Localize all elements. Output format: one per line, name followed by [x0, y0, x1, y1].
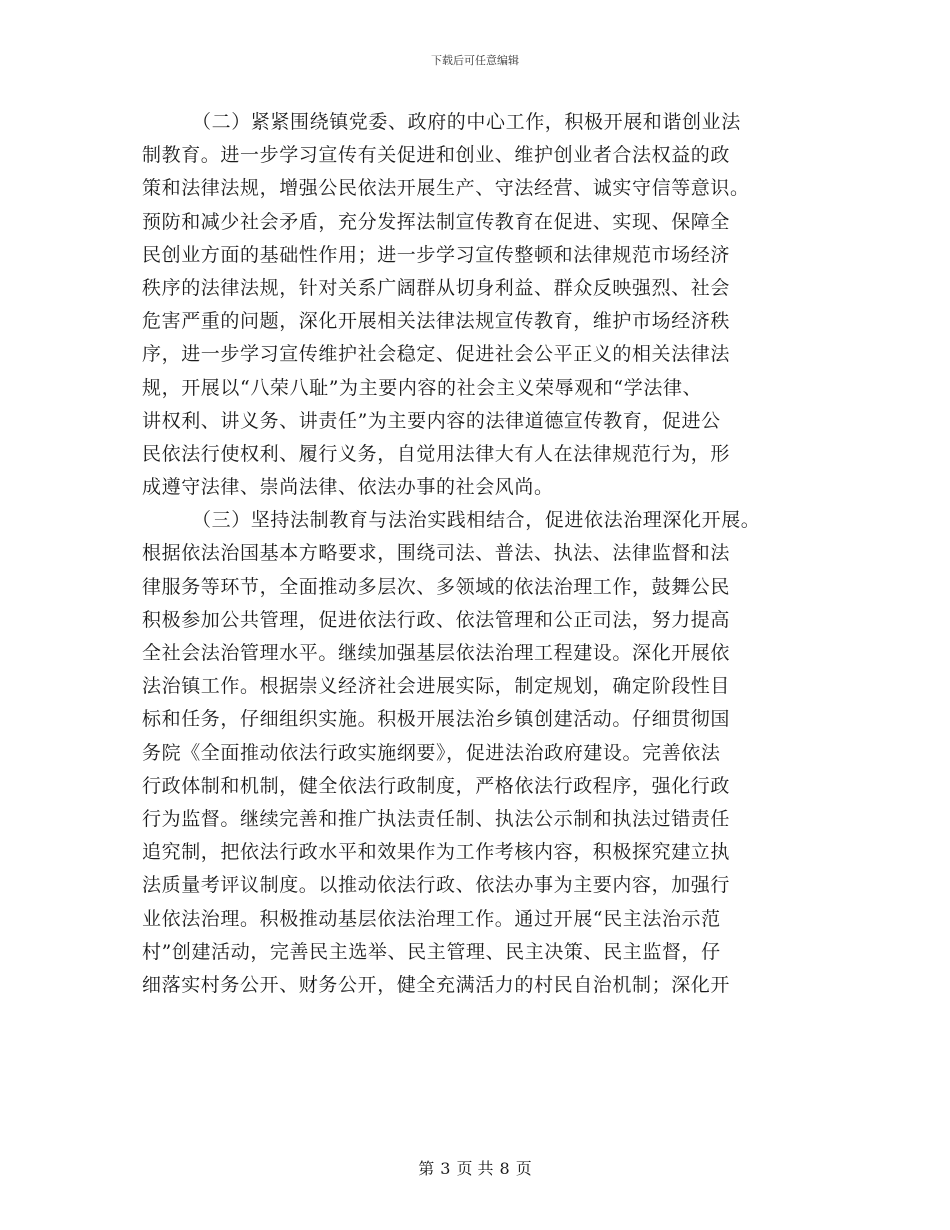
paragraph-line: 序，进一步学习宣传维护社会稳定、促进社会公平正义的相关法律法	[142, 343, 731, 366]
footer-suffix: 页	[515, 1159, 532, 1178]
paragraph-line: 民依法行使权利、履行义务，自觉用法律大有人在法律规范行为，形	[142, 442, 731, 465]
paragraph-line: 行为监督。继续完善和推广执法责任制、执法公示制和执法过错责任	[142, 807, 731, 830]
paragraph-line: 细落实村务公开、财务公开，健全充满活力的村民自治机制；深化开	[142, 973, 731, 996]
paragraph-line: （三）坚持法制教育与法治实践相结合，促进依法治理深化开展。	[192, 509, 761, 532]
paragraph-line: 积极参加公共管理，促进依法行政、依法管理和公正司法，努力提高	[142, 608, 731, 631]
paragraph-line: 成遵守法律、崇尚法律、依法办事的社会风尚。	[142, 476, 554, 499]
paragraph-line: 根据依法治国基本方略要求，围绕司法、普法、执法、法律监督和法	[142, 542, 731, 565]
paragraph-line: 律服务等环节，全面推动多层次、多领域的依法治理工作，鼓舞公民	[142, 575, 731, 598]
document-body	[142, 106, 808, 1002]
page-header: 下载后可任意编辑	[431, 54, 519, 67]
paragraph-line: 民创业方面的基础性作用；进一步学习宣传整顿和法律规范市场经济	[142, 243, 731, 266]
paragraph-line: 制教育。进一步学习宣传有关促进和创业、维护创业者合法权益的政	[142, 144, 731, 167]
paragraph-line: 务院《全面推动依法行政实施纲要》，促进法治政府建设。完善依法	[142, 741, 721, 764]
total-pages-number: 8	[499, 1159, 510, 1178]
paragraph-line: 预防和减少社会矛盾，充分发挥法制宣传教育在促进、实现、保障全	[142, 210, 731, 233]
paragraph-line: （二）紧紧围绕镇党委、政府的中心工作，积极开展和谐创业法	[192, 111, 741, 133]
paragraph-line: 全社会法治管理水平。继续加强基层依法治理工程建设。深化开展依	[142, 642, 731, 664]
paragraph-line: 危害严重的问题，深化开展相关法律法规宣传教育，维护市场经济秩	[142, 310, 731, 333]
paragraph-line: 策和法律法规，增强公民依法开展生产、守法经营、诚实守信等意识。	[142, 177, 750, 200]
paragraph-line: 业依法治理。积极推动基层依法治理工作。通过开展“民主法治示范	[142, 907, 721, 930]
footer-prefix: 第	[418, 1159, 435, 1178]
paragraph-line: 秩序的法律法规，针对关系广阔群从切身利益、群众反映强烈、社会	[142, 276, 731, 299]
paragraph-line: 村”创建活动，完善民主选举、民主管理、民主决策、民主监督，仔	[142, 940, 721, 963]
page-footer	[0, 1156, 950, 1179]
paragraph-line: 行政体制和机制，健全依法行政制度，严格依法行政程序，强化行政	[142, 774, 731, 797]
paragraph-line: 追究制，把依法行政水平和效果作为工作考核内容，积极探究建立执	[142, 841, 731, 864]
footer-middle: 页 共	[456, 1159, 494, 1178]
current-page-number: 3	[440, 1159, 451, 1178]
paragraph-line: 标和任务，仔细组织实施。积极开展法治乡镇创建活动。仔细贯彻国	[142, 708, 731, 731]
paragraph-line: 法治镇工作。根据崇义经济社会进展实际，制定规划，确定阶段性目	[142, 675, 731, 698]
paragraph-line: 规，开展以“八荣八耻”为主要内容的社会主义荣辱观和“学法律、	[142, 376, 703, 399]
paragraph-line: 讲权利、讲义务、讲责任”为主要内容的法律道德宣传教育，促进公	[142, 409, 721, 432]
paragraph-line: 法质量考评议制度。以推动依法行政、依法办事为主要内容，加强行	[142, 874, 731, 897]
